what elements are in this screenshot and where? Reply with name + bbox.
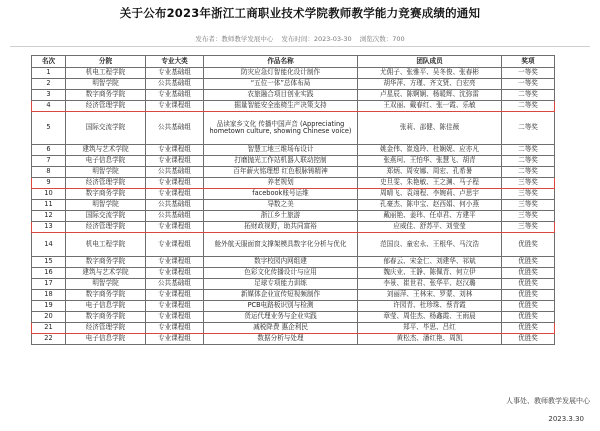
cell-rank: 21: [32, 323, 66, 334]
cell-work: 足球专项能力训练: [204, 279, 358, 290]
cell-college: 电子信息学院: [66, 334, 146, 345]
cell-award: 优胜奖: [502, 301, 555, 312]
cell-team: 许园青、杜珍珠、蔡青霞: [358, 301, 502, 312]
cell-rank: 9: [32, 178, 66, 189]
cell-team: 史旦雯、朱艳敏、王之渊、马子程: [358, 178, 502, 189]
cell-category: 专业课程组: [146, 156, 204, 167]
cell-category: 专业课程组: [146, 178, 204, 189]
cell-team: 王双丽、戴春红、张一霞、乐敏: [358, 101, 502, 112]
table-row: [32, 211, 555, 222]
cell-rank: 10: [32, 189, 66, 200]
cell-work: 导数之美: [204, 200, 358, 211]
cell-team: 尤佣子、张雅平、吴冬俊、张春彬: [358, 68, 502, 79]
cell-rank: 18: [32, 290, 66, 301]
cell-team: 魏庆业、王静、陈佩青、何立伊: [358, 268, 502, 279]
cell-category: 专业基础组: [146, 68, 204, 79]
table-row: [32, 279, 555, 290]
cell-college: 明智学院: [66, 200, 146, 211]
cell-team: 戴丽艳、姜玮、任卓君、方建平: [358, 211, 502, 222]
table-row: [32, 156, 555, 167]
cell-category: 公共基础组: [146, 200, 204, 211]
cell-team: 郑炳、周安娜、周宏、孔希暑: [358, 167, 502, 178]
cell-team: 郁春云、宋金仁、刘建华、祁斌: [358, 257, 502, 268]
title-divider: [10, 46, 590, 47]
cell-award: 三等奖: [502, 178, 555, 189]
cell-rank: 1: [32, 68, 66, 79]
cell-team: 李景、崔世君、张华平、赵汉璐: [358, 279, 502, 290]
cell-award: 优胜奖: [502, 279, 555, 290]
cell-college: 明智学院: [66, 79, 146, 90]
awards-table: [31, 55, 555, 345]
cell-category: 公共基础组: [146, 279, 204, 290]
table-row: [32, 90, 555, 101]
cell-college: 机电工程学院: [66, 68, 146, 79]
cell-college: 数字商务学院: [66, 189, 146, 200]
cell-college: 经济管理学院: [66, 101, 146, 112]
table-row: [32, 178, 555, 189]
cell-award: 三等奖: [502, 189, 555, 200]
cell-college: 明智学院: [66, 167, 146, 178]
cell-rank: 11: [32, 200, 66, 211]
cell-category: 专业课程组: [146, 301, 204, 312]
header-college: 分院: [66, 56, 146, 68]
cell-college: 经济管理学院: [66, 178, 146, 189]
cell-team: 范国良、童宏永、王根华、马汶浩: [358, 233, 502, 257]
cell-work: PCB电路板识别与检测: [204, 301, 358, 312]
table-row: [32, 79, 555, 90]
cell-college: 电子信息学院: [66, 301, 146, 312]
cell-award: 三等奖: [502, 222, 555, 233]
cell-category: 专业基础组: [146, 90, 204, 101]
cell-category: 专业课程组: [146, 290, 204, 301]
publisher-text: 发布者：教师教学发展中心: [195, 35, 274, 43]
table-row: [32, 200, 555, 211]
cell-team: 刘丽萍、王林宋、罗蒙、刘林: [358, 290, 502, 301]
cell-award: 一等奖: [502, 79, 555, 90]
cell-category: 专业课程组: [146, 312, 204, 323]
cell-work: 色彩文化传播设计与应用: [204, 268, 358, 279]
table-row: [32, 222, 555, 233]
cell-college: 数字商务学院: [66, 290, 146, 301]
cell-category: 专业课程组: [146, 323, 204, 334]
cell-award: 三等奖: [502, 211, 555, 222]
cell-category: 专业课程组: [146, 334, 204, 345]
cell-award: 二等奖: [502, 145, 555, 156]
cell-rank: 15: [32, 257, 66, 268]
cell-work: 拓财政视野，助共同富裕: [204, 222, 358, 233]
cell-work: 新媒体企业宣传短视频制作: [204, 290, 358, 301]
cell-work: 减税降费 惠企利民: [204, 323, 358, 334]
cell-category: 公共基础组: [146, 167, 204, 178]
cell-award: 二等奖: [502, 90, 555, 101]
header-award: 奖项: [502, 56, 555, 68]
cell-college: 建筑与艺术学院: [66, 145, 146, 156]
cell-rank: 14: [32, 233, 66, 257]
cell-work: 打磨抛光工作站机器人联动控制: [204, 156, 358, 167]
cell-work: 智慧工地三维场布设计: [204, 145, 358, 156]
cell-work: 浙江乡土旅游: [204, 211, 358, 222]
table-row: [32, 334, 555, 345]
cell-rank: 13: [32, 222, 66, 233]
cell-team: 孔豪杰、陈申宝、赵西娟、何小燕: [358, 200, 502, 211]
table-row: [32, 268, 555, 279]
cell-award: 优胜奖: [502, 290, 555, 301]
cell-work: 舱外航天服面窗支撑架模具数字化分析与优化: [204, 233, 358, 257]
cell-rank: 8: [32, 167, 66, 178]
cell-work: 数据分析与处理: [204, 334, 358, 345]
cell-team: 章莹、周佳杰、杨鑫霞、王雨晨: [358, 312, 502, 323]
meta-line: [0, 34, 600, 43]
table-row: [32, 145, 555, 156]
cell-team: 黄松杰、潘红艳、周凯: [358, 334, 502, 345]
cell-rank: 3: [32, 90, 66, 101]
page-title: 关于公布2023年浙江工商职业技术学院教师教学能力竞赛成绩的通知: [119, 6, 481, 20]
cell-rank: 19: [32, 301, 66, 312]
cell-rank: 4: [32, 101, 66, 112]
header-rank: 名次: [32, 56, 66, 68]
cell-category: 专业课程组: [146, 101, 204, 112]
header-work: 作品名称: [204, 56, 358, 68]
cell-team: 郑平、毕思、吕红: [358, 323, 502, 334]
cell-award: 二等奖: [502, 167, 555, 178]
cell-rank: 7: [32, 156, 66, 167]
table-row: [32, 68, 555, 79]
cell-category: 公共基础组: [146, 211, 204, 222]
cell-award: 优胜奖: [502, 257, 555, 268]
table-row: [32, 323, 555, 334]
cell-work: 百年薪火铭理想 红色根脉铸精神: [204, 167, 358, 178]
cell-award: 一等奖: [502, 68, 555, 79]
cell-award: 优胜奖: [502, 268, 555, 279]
cell-award: 优胜奖: [502, 334, 555, 345]
cell-team: 张燕珂、王怕华、张慧飞、胡青: [358, 156, 502, 167]
cell-category: 专业课程组: [146, 189, 204, 200]
header-category: 专业大类: [146, 56, 204, 68]
cell-team: 姚金伟、崔逸玲、杜娴妮、应亦凡: [358, 145, 502, 156]
cell-rank: 12: [32, 211, 66, 222]
table-row: [32, 233, 555, 257]
table-row: [32, 167, 555, 178]
cell-college: 机电工程学院: [66, 233, 146, 257]
cell-college: 建筑与艺术学院: [66, 268, 146, 279]
cell-college: 国际交流学院: [66, 211, 146, 222]
cell-rank: 17: [32, 279, 66, 290]
cell-team: 周晴飞、袁翊程、李婉莉、卢思宇: [358, 189, 502, 200]
cell-team: 应威佳、舒苏平、刘莹莹: [358, 222, 502, 233]
cell-category: 专业课程组: [146, 222, 204, 233]
cell-award: 二等奖: [502, 112, 555, 145]
cell-category: 专业课程组: [146, 145, 204, 156]
cell-award: 三等奖: [502, 200, 555, 211]
cell-award: 二等奖: [502, 101, 555, 112]
cell-work: 养老规划: [204, 178, 358, 189]
cell-category: 专业课程组: [146, 233, 204, 257]
header-team: 团队成员: [358, 56, 502, 68]
cell-college: 国际交流学院: [66, 112, 146, 145]
cell-college: 数字商务学院: [66, 312, 146, 323]
cell-award: 二等奖: [502, 156, 555, 167]
cell-rank: 20: [32, 312, 66, 323]
cell-award: 优胜奖: [502, 312, 555, 323]
cell-work: 防灾应急灯智能化设计制作: [204, 68, 358, 79]
table-row: [32, 290, 555, 301]
cell-work: 掘量智能安全座椅生产决策支持: [204, 101, 358, 112]
cell-work: facebook账号运维: [204, 189, 358, 200]
cell-category: 专业课程组: [146, 268, 204, 279]
cell-rank: 2: [32, 79, 66, 90]
cell-award: 优胜奖: [502, 233, 555, 257]
cell-work: 农旅融合项目创业实践: [204, 90, 358, 101]
view-count-text: 浏览次数：700: [359, 35, 405, 43]
table-row: [32, 257, 555, 268]
table-row: [32, 312, 555, 323]
cell-work: 货运代理业务与企业实践: [204, 312, 358, 323]
cell-college: 明智学院: [66, 279, 146, 290]
cell-rank: 6: [32, 145, 66, 156]
cell-college: 数字商务学院: [66, 90, 146, 101]
footer-organization: 人事处、教师教学发展中心: [506, 397, 590, 405]
publish-date-text: 发布时间：2023-03-30: [281, 35, 352, 43]
table-row: [32, 301, 555, 312]
cell-category: 专业课程组: [146, 257, 204, 268]
cell-work: 数字校园内网组建: [204, 257, 358, 268]
cell-category: 公共基础组: [146, 112, 204, 145]
cell-rank: 5: [32, 112, 66, 145]
cell-award: 优胜奖: [502, 323, 555, 334]
cell-category: 公共基础组: [146, 79, 204, 90]
table-row: [32, 189, 555, 200]
cell-rank: 16: [32, 268, 66, 279]
cell-team: 卢星辰、陈婀娴、杨暖辉、沈弥雷: [358, 90, 502, 101]
cell-team: 张莉、邵健、陈佳薇: [358, 112, 502, 145]
cell-college: 经济管理学院: [66, 222, 146, 233]
table-body: [32, 68, 555, 345]
cell-rank: 22: [32, 334, 66, 345]
cell-team: 胡华萍、方瑾、齐文贤、白宏亮: [358, 79, 502, 90]
cell-work: 品读家乡文化 传播中国声音 (Appreciating hometown culture, showing Chinese voice): [204, 112, 358, 145]
footer-date: 2023.3.30: [548, 415, 584, 423]
table-row: [32, 101, 555, 112]
cell-work: “五位一体”总体布局: [204, 79, 358, 90]
table-header-row: [32, 56, 555, 68]
cell-college: 经济管理学院: [66, 323, 146, 334]
table-row: [32, 112, 555, 145]
cell-college: 数字商务学院: [66, 257, 146, 268]
cell-college: 电子信息学院: [66, 156, 146, 167]
